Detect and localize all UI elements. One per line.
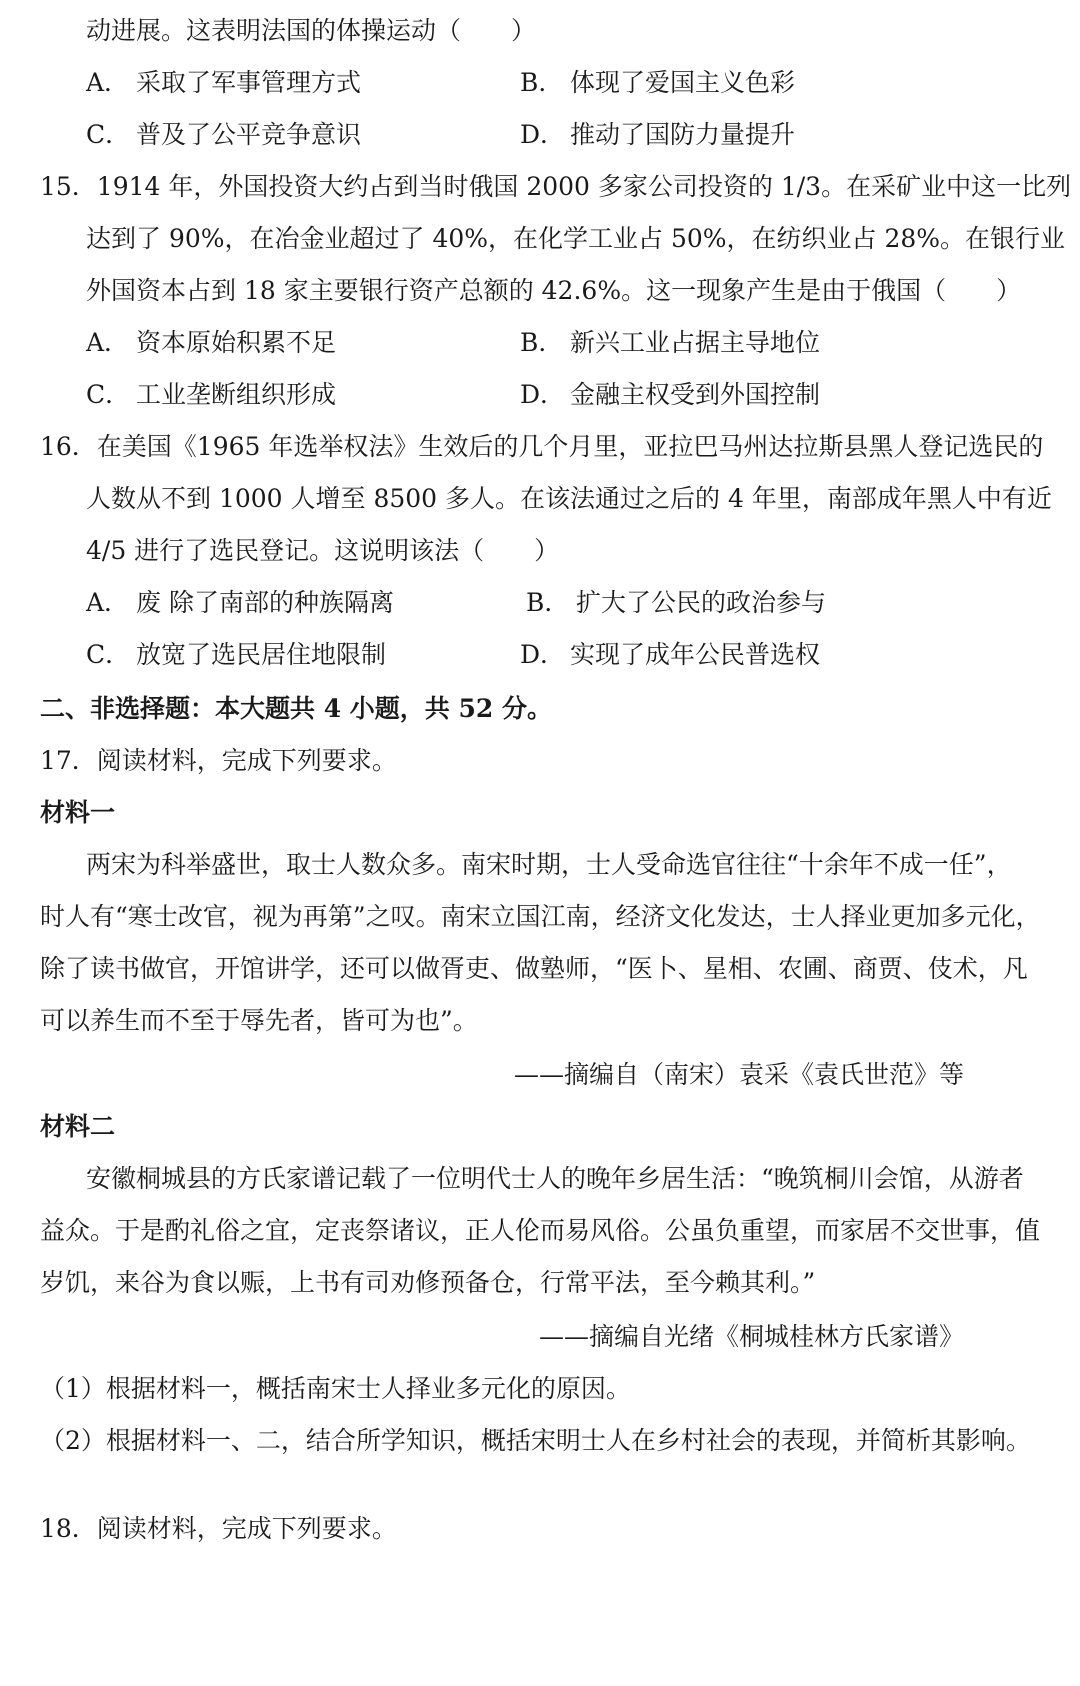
option-text: 采取了军事管理方式 <box>136 68 362 97</box>
q15-stem-line-2: 达到了 90%，在冶金业超过了 40%，在化学工业占 50%，在纺织业占 28%。在银行业 <box>86 224 1066 253</box>
option-text: 金融主权受到外国控制 <box>570 380 821 409</box>
option-text: 工业垄断组织形成 <box>136 380 337 409</box>
option-letter: B． <box>520 68 564 97</box>
option-letter: C． <box>86 640 131 669</box>
option-text: 体现了爱国主义色彩 <box>570 68 796 97</box>
q15-option-b <box>520 326 820 360</box>
section-heading: 二、非选择题：本大题共 4 小题，共 52 分。 <box>40 694 553 723</box>
option-text: 普及了公平竞争意识 <box>136 120 362 149</box>
q16-option-b <box>526 586 826 620</box>
q17-stem: 17．阅读材料，完成下列要求。 <box>40 746 397 775</box>
q17-subquestion-2: （2）根据材料一、二，结合所学知识，概括宋明士人在乡村社会的表现，并简析其影响。 <box>40 1426 1031 1455</box>
q14-option-a <box>86 66 361 100</box>
option-text: 新兴工业占据主导地位 <box>570 328 821 357</box>
option-text: 资本原始积累不足 <box>136 328 337 357</box>
material1-source: ——摘编自（南宋）袁采《袁氏世范》等 <box>513 1060 964 1089</box>
q15-option-d <box>520 378 820 412</box>
q17-subquestion-1: （1）根据材料一，概括南宋士人择业多元化的原因。 <box>40 1374 631 1403</box>
option-letter: C． <box>86 380 131 409</box>
material2-heading: 材料二 <box>40 1112 116 1141</box>
q16-stem-line-3: 4/5 进行了选民登记。这说明该法（ ） <box>86 536 560 565</box>
q16-stem-line-1: 16．在美国《1965 年选举权法》生效后的几个月里，亚拉巴马州达拉斯县黑人登记选民的 <box>40 432 1044 461</box>
q16-option-d <box>520 638 820 672</box>
option-letter: A． <box>86 68 130 97</box>
material1-line-4: 可以养生而不至于辱先者，皆可为也”。 <box>40 1006 478 1035</box>
option-text: 放宽了选民居住地限制 <box>136 640 387 669</box>
q14-stem-tail: 动进展。这表明法国的体操运动（ ） <box>86 16 537 45</box>
material2-line-1: 安徽桐城县的方氏家谱记载了一位明代士人的晚年乡居生活：“晚筑桐川会馆，从游者 <box>86 1164 1024 1193</box>
material2-line-2: 益众。于是酌礼俗之宜，定丧祭诸议，正人伦而易风俗。公虽负重望，而家居不交世事，值 <box>40 1216 1041 1245</box>
q18-stem: 18．阅读材料，完成下列要求。 <box>40 1514 397 1543</box>
q15-stem-line-1: 15．1914 年，外国投资大约占到当时俄国 2000 多家公司投资的 1/3。在采矿业中这一比列 <box>40 172 1072 201</box>
option-letter: D． <box>520 380 566 409</box>
q16-stem-line-2: 人数从不到 1000 人增至 8500 多人。在该法通过之后的 4 年里，南部成年黑人中有近 <box>86 484 1052 513</box>
q14-option-c <box>86 118 361 152</box>
option-text: 推动了国防力量提升 <box>570 120 796 149</box>
q16-option-c <box>86 638 386 672</box>
material2-line-3: 岁饥，来谷为食以赈，上书有司劝修预备仓，行常平法，至今赖其利。” <box>40 1268 816 1297</box>
option-letter: A． <box>86 328 130 357</box>
option-letter: B． <box>520 328 564 357</box>
material1-line-3: 除了读书做官，开馆讲学，还可以做胥吏、做塾师，“医卜、星相、农圃、商贾、伎术，凡 <box>40 954 1028 983</box>
option-text: 废 除了南部的种族隔离 <box>136 588 394 617</box>
option-letter: A． <box>86 588 130 617</box>
q15-option-c <box>86 378 336 412</box>
option-letter: D． <box>520 640 566 669</box>
q14-option-d <box>520 118 795 152</box>
material1-line-2: 时人有“寒士改官，视为再第”之叹。南宋立国江南，经济文化发达，士人择业更加多元化， <box>40 902 1041 931</box>
option-letter: C． <box>86 120 131 149</box>
q15-option-a <box>86 326 336 360</box>
option-text: 扩大了公民的政治参与 <box>576 588 827 617</box>
option-letter: B． <box>526 588 570 617</box>
q15-stem-line-3: 外国资本占到 18 家主要银行资产总额的 42.6%。这一现象产生是由于俄国（ ） <box>86 276 1022 305</box>
q16-option-a <box>86 586 394 620</box>
q14-option-b <box>520 66 795 100</box>
option-letter: D． <box>520 120 566 149</box>
material1-line-1: 两宋为科举盛世，取士人数众多。南宋时期，士人受命选官往往“十余年不成一任”， <box>86 850 1012 879</box>
material1-heading: 材料一 <box>40 798 116 827</box>
material2-source: ——摘编自光绪《桐城桂林方氏家谱》 <box>538 1322 964 1351</box>
option-text: 实现了成年公民普选权 <box>570 640 821 669</box>
